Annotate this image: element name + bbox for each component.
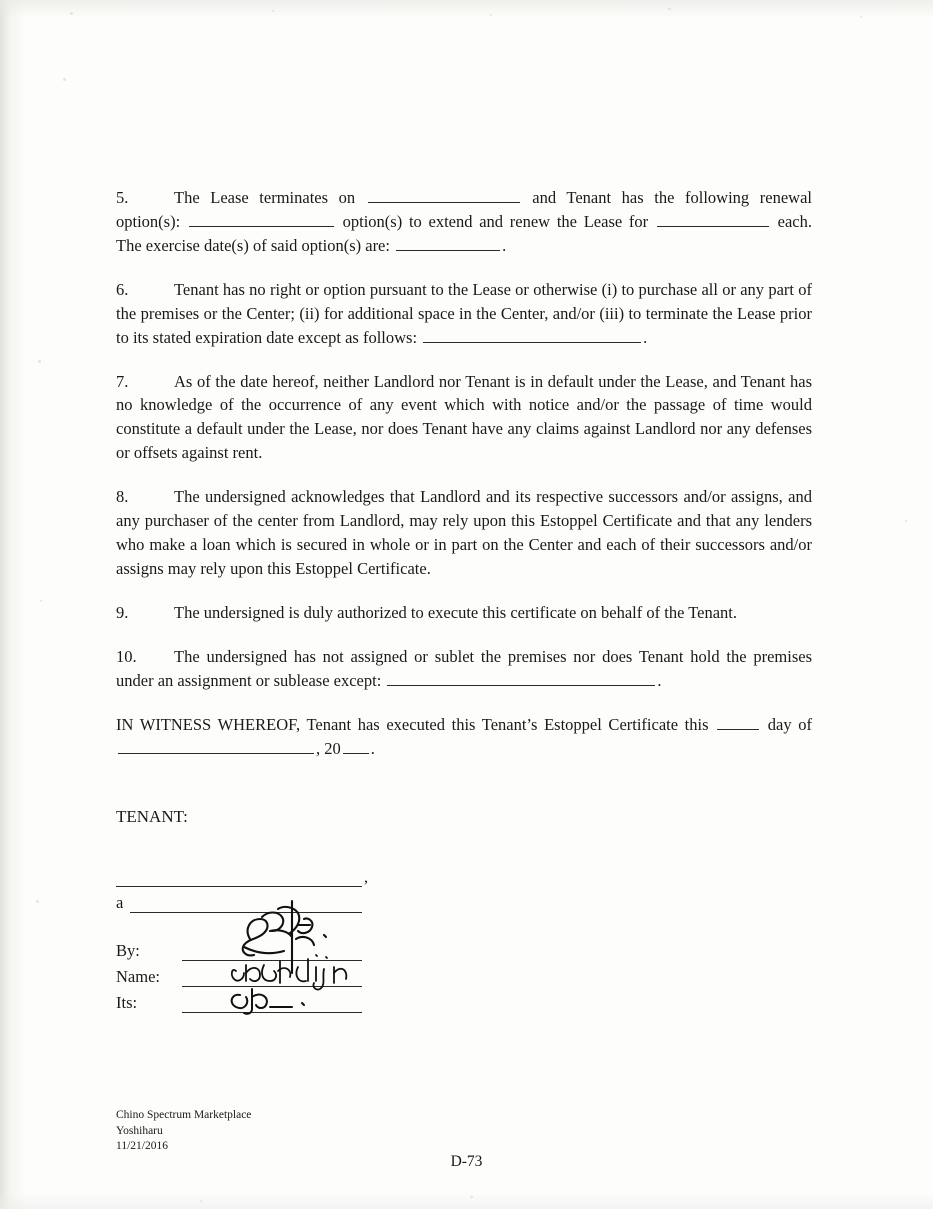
scan-speck <box>905 520 907 522</box>
paragraph-text: . <box>643 327 648 347</box>
fill-in-blank[interactable] <box>387 669 655 686</box>
paragraph-number: 6. <box>116 279 129 299</box>
by-label: By: <box>116 940 140 960</box>
scan-speck <box>668 8 671 10</box>
a-label: a <box>116 892 124 912</box>
fill-in-blank[interactable] <box>189 210 334 227</box>
fill-in-blank[interactable] <box>423 326 641 343</box>
fill-in-blank[interactable] <box>396 234 500 251</box>
footer-line-tenant: Yoshiharu <box>116 1124 163 1137</box>
paragraph-number: 9. <box>116 602 129 622</box>
scan-speck <box>470 1196 473 1198</box>
scan-speck <box>63 78 66 81</box>
numbered-paragraph-list <box>116 186 812 693</box>
paragraph-number: 5. <box>116 188 129 207</box>
witness-clause <box>116 713 812 761</box>
its-label: Its: <box>116 992 138 1012</box>
paragraph-text: option(s) to extend and renew the Lease for <box>335 211 655 231</box>
paragraph-number: 10. <box>116 646 137 666</box>
paragraph-9 <box>116 601 812 625</box>
month-blank <box>118 737 314 754</box>
paragraph-7 <box>116 370 812 466</box>
paragraph-text: and Tenant has the following renewal option(s): <box>116 188 812 231</box>
paragraph-number: 8. <box>116 487 129 507</box>
paragraph-text: . <box>657 670 662 690</box>
entity-type-blank[interactable] <box>130 895 362 913</box>
witness-day-of-text: day of <box>761 714 812 734</box>
name-blank[interactable] <box>182 969 362 987</box>
its-blank[interactable] <box>182 995 362 1013</box>
paragraph-text: each. The exercise date(s) of said option(s) are: <box>116 211 812 255</box>
scan-edge-shading-left <box>0 0 26 1209</box>
year-blank <box>343 737 369 754</box>
footer-line-project: Chino Spectrum Marketplace <box>116 1109 252 1121</box>
paragraph-6 <box>116 278 812 350</box>
fill-in-blank[interactable] <box>657 210 769 227</box>
entity-type-row <box>116 887 536 913</box>
paragraph-text: Tenant has no right or option pursuant to the Lease or otherwise (i) to purchase all or any part of the premises or the Center; (ii) for additional space in the Center, and/or (iii) to terminate the Lease prior to its stated expiration date except as follows: <box>116 279 812 347</box>
tenant-entity-blank[interactable] <box>116 869 362 887</box>
by-row <box>116 935 536 961</box>
comma-glyph: , <box>364 868 368 886</box>
name-row <box>116 961 536 987</box>
paragraph-text: The undersigned is duly authorized to execute this certificate on behalf of the Tenant. <box>174 602 738 622</box>
scan-speck <box>40 600 42 602</box>
its-row <box>116 987 536 1013</box>
paragraph-10 <box>116 645 812 693</box>
scan-speck <box>38 360 41 363</box>
paragraph-number: 7. <box>116 371 129 391</box>
signature-block <box>116 857 536 1013</box>
paragraph-text: As of the date hereof, neither Landlord nor Tenant is in default under the Lease, and Tenant has no knowledge of the occurrence of any event which with notice and/or the passage of time would constitute a default under the Lease, nor does Tenant have any claims against Landlord nor any defenses or offsets against rent. <box>116 371 812 463</box>
paragraph-text: . <box>502 235 507 255</box>
scan-edge-shading-bottom <box>0 1193 933 1209</box>
paragraph-8 <box>116 485 812 581</box>
fill-in-blank[interactable] <box>368 186 520 203</box>
day-blank <box>717 713 759 730</box>
scan-speck <box>70 12 73 15</box>
footer-line-date: 11/21/2016 <box>116 1140 168 1153</box>
paragraph-text: The undersigned has not assigned or sublet the premises nor does Tenant hold the premises under an assignment or sublease except: <box>116 646 812 690</box>
paragraph-text: The Lease terminates on <box>174 188 366 207</box>
scan-speck <box>200 1200 202 1202</box>
scan-speck <box>272 10 274 12</box>
scan-speck <box>860 16 862 18</box>
tenant-name-line-row <box>116 857 536 887</box>
paragraph-5 <box>116 186 812 258</box>
by-signature-blank[interactable] <box>182 943 362 961</box>
name-label: Name: <box>116 966 160 986</box>
tenant-heading: TENANT: <box>116 806 188 826</box>
witness-year-prefix: , 20 <box>316 738 341 758</box>
footer-notes <box>116 1108 251 1155</box>
scan-edge-shading-top <box>0 0 933 18</box>
witness-lead-text: IN WITNESS WHEREOF, Tenant has executed this Tenant’s Estoppel Certificate this <box>116 714 716 734</box>
document-body <box>116 186 812 1013</box>
page-number: D-73 <box>450 1153 483 1170</box>
paragraph-text: The undersigned acknowledges that Landlord and its respective successors and/or assigns, and any purchaser of the center from Landlord, may rely upon this Estoppel Certificate and that any lenders who make a loan which is secured in whole or in part on the Center and each of their successors and/or assigns may rely upon this Estoppel Certificate. <box>116 487 812 578</box>
scan-speck <box>490 14 492 16</box>
witness-period: . <box>370 738 375 758</box>
scan-speck <box>36 900 39 903</box>
